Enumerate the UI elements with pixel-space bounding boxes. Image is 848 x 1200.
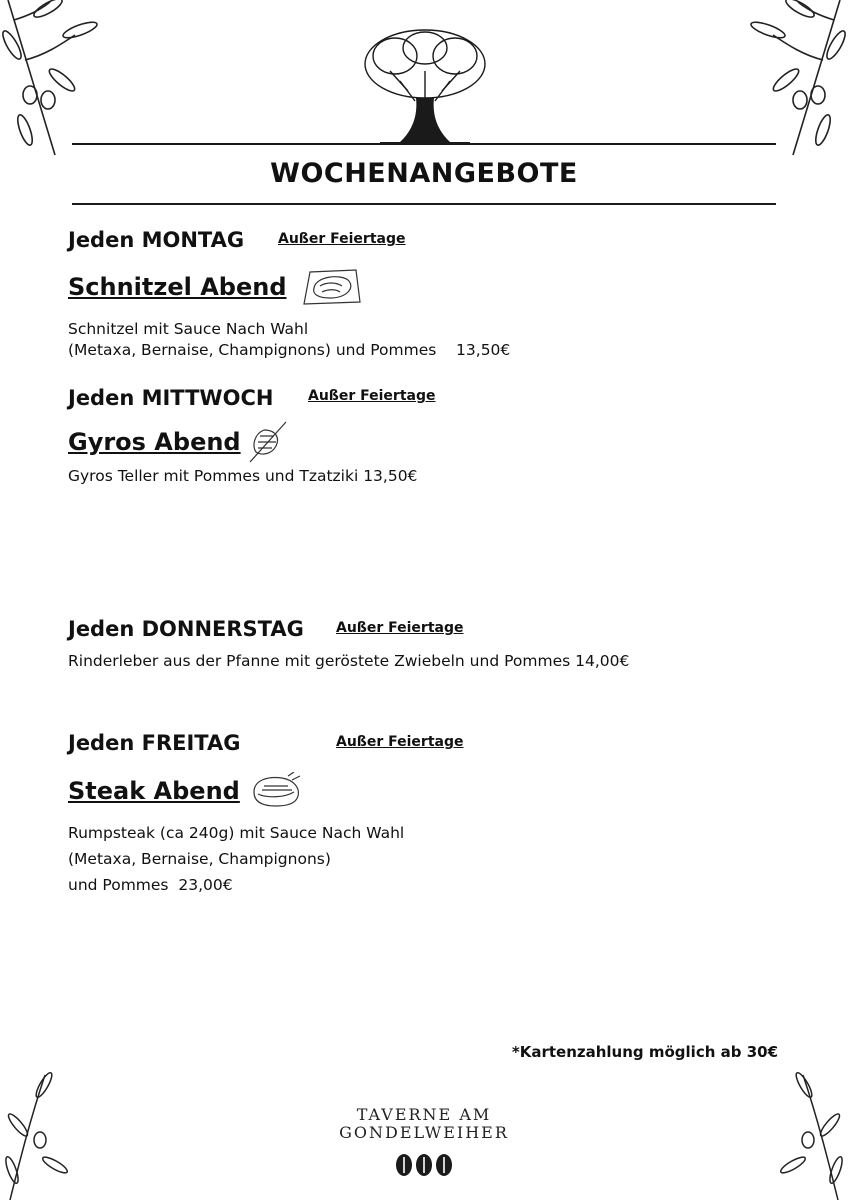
day-heading-thursday: Jeden DONNERSTAG [68, 617, 304, 641]
brand-line-2: GONDELWEIHER [339, 1123, 509, 1142]
desc-friday-line-1: Rumpsteak (ca 240g) mit Sauce Nach Wahl [68, 824, 405, 842]
desc-friday-line-2: (Metaxa, Bernaise, Champignons) [68, 850, 331, 868]
day-heading-monday: Jeden MONTAG [68, 228, 245, 252]
payment-footnote: *Kartenzahlung möglich ab 30€ [511, 1043, 778, 1061]
desc-monday-line-1: Schnitzel mit Sauce Nach Wahl [68, 320, 309, 338]
page-title: WOCHENANGEBOTE [270, 158, 578, 189]
brand-line-1: TAVERNE AM [356, 1105, 492, 1124]
title-rule-bottom [72, 203, 776, 205]
dish-title-steak: Steak Abend [68, 777, 240, 805]
holiday-note-friday: Außer Feiertage [336, 734, 464, 750]
gyros-icon [246, 420, 290, 464]
olive-branch-top-left-icon [0, 0, 110, 160]
olives-logo-icon [392, 1153, 456, 1177]
title-rule-top [72, 143, 776, 145]
desc-friday-line-3: und Pommes 23,00€ [68, 876, 233, 894]
olive-branch-top-right-icon [738, 0, 848, 160]
olive-tree-icon [360, 26, 490, 146]
desc-wednesday-line-1: Gyros Teller mit Pommes und Tzatziki 13,50€ [68, 467, 418, 485]
holiday-note-thursday: Außer Feiertage [336, 620, 464, 636]
desc-thursday-line-1: Rinderleber aus der Pfanne mit geröstete Zwiebeln und Pommes 14,00€ [68, 652, 630, 670]
steak-icon [248, 772, 304, 812]
schnitzel-icon [300, 266, 364, 308]
desc-monday-line-2: (Metaxa, Bernaise, Champignons) und Pommes 13,50€ [68, 341, 511, 359]
day-heading-friday: Jeden FREITAG [68, 731, 241, 755]
holiday-note-monday: Außer Feiertage [278, 231, 406, 247]
day-heading-wednesday: Jeden MITTWOCH [68, 386, 274, 410]
dish-title-schnitzel: Schnitzel Abend [68, 273, 287, 301]
holiday-note-wednesday: Außer Feiertage [308, 388, 436, 404]
dish-title-gyros: Gyros Abend [68, 428, 241, 456]
